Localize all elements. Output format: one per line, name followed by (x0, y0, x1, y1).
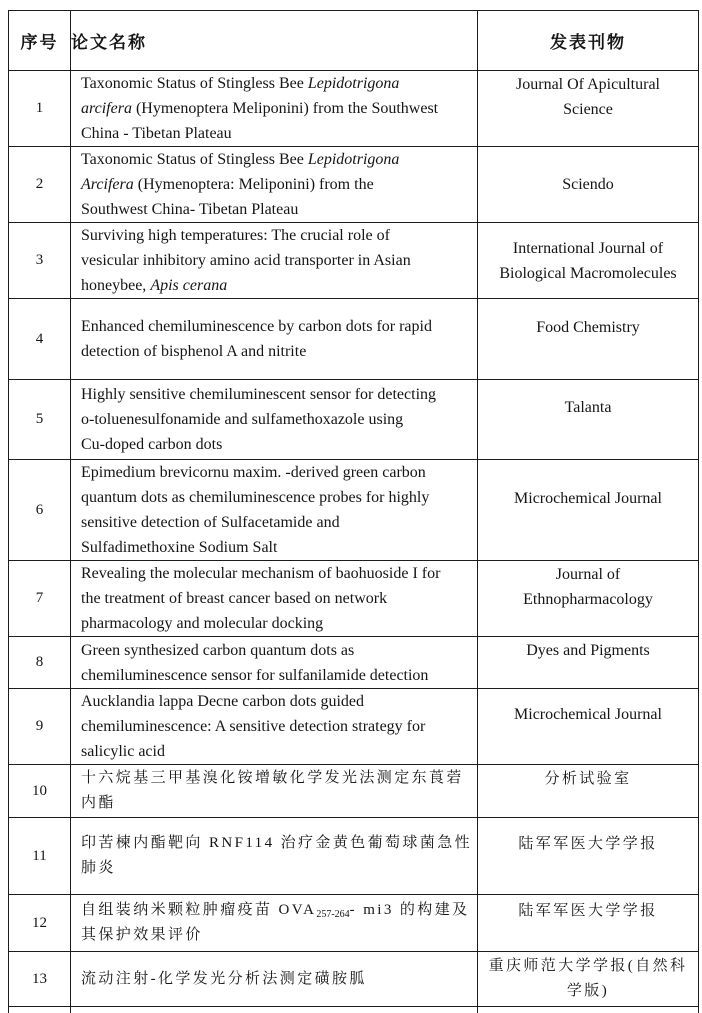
journal-line: Sciendo (562, 176, 614, 193)
partial-cell (71, 1007, 478, 1013)
table-row (9, 460, 699, 561)
species-name: Apis cerana (150, 277, 228, 294)
title-text: (Hymenoptera: Meliponini) from the (133, 176, 374, 193)
table-row (9, 952, 699, 1007)
journal (478, 380, 699, 460)
journal (478, 952, 699, 1007)
paper-title (71, 71, 478, 147)
title-line: Highly sensitive chemiluminescent sensor for detecting (81, 386, 437, 403)
journal (478, 561, 699, 637)
title-line (81, 71, 473, 96)
journal-line: Microchemical Journal (514, 706, 662, 723)
journal (478, 223, 699, 299)
journal-line: International Journal of (512, 239, 664, 257)
journal-line: Science (563, 100, 613, 118)
journal (478, 895, 699, 952)
title-text: 自组装纳米颗粒肿瘤疫苗 OVA (81, 902, 317, 918)
row-number: 1 (9, 71, 71, 147)
paper-title (71, 765, 478, 818)
header-number: 序号 (9, 11, 71, 71)
species-name: arcifera (81, 100, 132, 117)
journal-line: 学版) (566, 983, 610, 999)
journal (478, 147, 699, 223)
species-name: Lepidotrigona (307, 75, 400, 92)
row-number: 9 (9, 689, 71, 765)
journal-line: 陆军军医大学学报 (518, 835, 658, 852)
table-row (9, 71, 699, 147)
title-line: Sulfadimethoxine Sodium Salt (81, 539, 278, 556)
partial-cell (9, 1007, 71, 1013)
journal-line: 陆军军医大学学报 (518, 902, 658, 919)
row-number: 11 (9, 818, 71, 895)
journal-line: Microchemical Journal (514, 489, 662, 507)
table-row (9, 689, 699, 765)
title-line: China - Tibetan Plateau (81, 125, 232, 142)
table-row-partial (9, 1007, 699, 1013)
title-line (81, 172, 473, 197)
journal-line: 重庆师范大学学报(自然科 (488, 958, 688, 974)
journal (478, 71, 699, 147)
journal-line: Talanta (564, 399, 612, 416)
paper-title (71, 637, 478, 689)
papers-table (8, 10, 699, 1013)
title-line: Enhanced chemiluminescence by carbon dots for rapid (81, 318, 432, 335)
table-row (9, 299, 699, 380)
title-line: 内酯 (81, 795, 116, 811)
journal-line: Food Chemistry (536, 318, 640, 336)
title-line (81, 96, 473, 121)
paper-title (71, 952, 478, 1007)
title-line: 流动注射-化学发光分析法测定磺胺胍 (81, 970, 367, 987)
title-line: chemiluminescence: A sensitive detection strategy for (81, 718, 426, 735)
row-number: 8 (9, 637, 71, 689)
title-line (81, 273, 473, 298)
row-number: 10 (9, 765, 71, 818)
title-line: sensitive detection of Sulfacetamide and (81, 514, 340, 531)
table-row (9, 765, 699, 818)
row-number: 2 (9, 147, 71, 223)
title-text: - mi3 的构建及 (349, 902, 470, 918)
paper-title (71, 895, 478, 952)
title-line: salicylic acid (81, 743, 165, 760)
table-row (9, 637, 699, 689)
title-line: Cu-doped carbon dots (81, 436, 223, 453)
paper-title (71, 561, 478, 637)
title-line: Southwest China- Tibetan Plateau (81, 201, 299, 218)
partial-cell (478, 1007, 699, 1013)
journal (478, 299, 699, 380)
row-number: 6 (9, 460, 71, 561)
paper-title (71, 818, 478, 895)
header-journal: 发表刊物 (478, 11, 699, 71)
title-line: the treatment of breast cancer based on network (81, 590, 388, 607)
row-number: 12 (9, 895, 71, 952)
table-row (9, 818, 699, 895)
title-line: Epimedium brevicornu maxim. -derived green carbon (81, 464, 426, 481)
journal-line: 分析试验室 (544, 770, 632, 787)
journal-line: Dyes and Pigments (526, 642, 650, 659)
title-line: chemiluminescence sensor for sulfanilamide detection (81, 666, 429, 684)
journal-line: Journal Of Apicultural (516, 75, 660, 93)
title-text: Taxonomic Status of Stingless Bee (81, 151, 308, 168)
title-line: 肺炎 (81, 860, 116, 876)
title-line (81, 898, 473, 923)
journal-line: Biological Macromolecules (499, 264, 677, 282)
title-text: Taxonomic Status of Stingless Bee (81, 75, 308, 92)
row-number: 4 (9, 299, 71, 380)
table-row (9, 561, 699, 637)
paper-title (71, 689, 478, 765)
species-name: Arcifera (81, 176, 134, 193)
title-line: Green synthesized carbon quantum dots as (81, 641, 355, 659)
journal (478, 460, 699, 561)
title-line: 十六烷基三甲基溴化铵增敏化学发光法测定东莨菪 (81, 770, 464, 786)
title-line: 印苦楝内酯靶向 RNF114 治疗金黄色葡萄球菌急性 (81, 835, 473, 851)
title-line (81, 147, 473, 172)
title-line: Surviving high temperatures: The crucial role of (81, 227, 390, 244)
journal-line: Ethnopharmacology (523, 590, 653, 608)
subscript-text: 257-264 (316, 909, 350, 920)
title-line: o-toluenesulfonamide and sulfamethoxazole using (81, 411, 404, 428)
title-text: honeybee, (81, 277, 151, 294)
journal (478, 637, 699, 689)
table-row (9, 147, 699, 223)
title-text: (Hymenoptera Meliponini) from the Southwest (131, 100, 439, 117)
journal (478, 689, 699, 765)
table-row (9, 223, 699, 299)
journal (478, 765, 699, 818)
row-number: 5 (9, 380, 71, 460)
paper-title (71, 380, 478, 460)
journal (478, 818, 699, 895)
header-title: 论文名称 (71, 11, 478, 71)
paper-title (71, 299, 478, 380)
row-number: 13 (9, 952, 71, 1007)
journal-line: Journal of (555, 565, 621, 583)
row-number: 3 (9, 223, 71, 299)
row-number: 7 (9, 561, 71, 637)
table-row (9, 895, 699, 952)
title-line: Aucklandia lappa Decne carbon dots guided (81, 693, 365, 710)
paper-title (71, 147, 478, 223)
table-row (9, 380, 699, 460)
title-line: detection of bisphenol A and nitrite (81, 343, 307, 360)
title-line: 其保护效果评价 (81, 927, 203, 943)
title-line: pharmacology and molecular docking (81, 615, 324, 632)
table-header-row (9, 11, 699, 71)
title-line: Revealing the molecular mechanism of baohuoside I for (81, 565, 441, 582)
paper-title (71, 223, 478, 299)
title-line: vesicular inhibitory amino acid transporter in Asian (81, 252, 411, 269)
paper-title (71, 460, 478, 561)
title-line: quantum dots as chemiluminescence probes for highly (81, 489, 430, 506)
species-name: Lepidotrigona (307, 151, 400, 168)
